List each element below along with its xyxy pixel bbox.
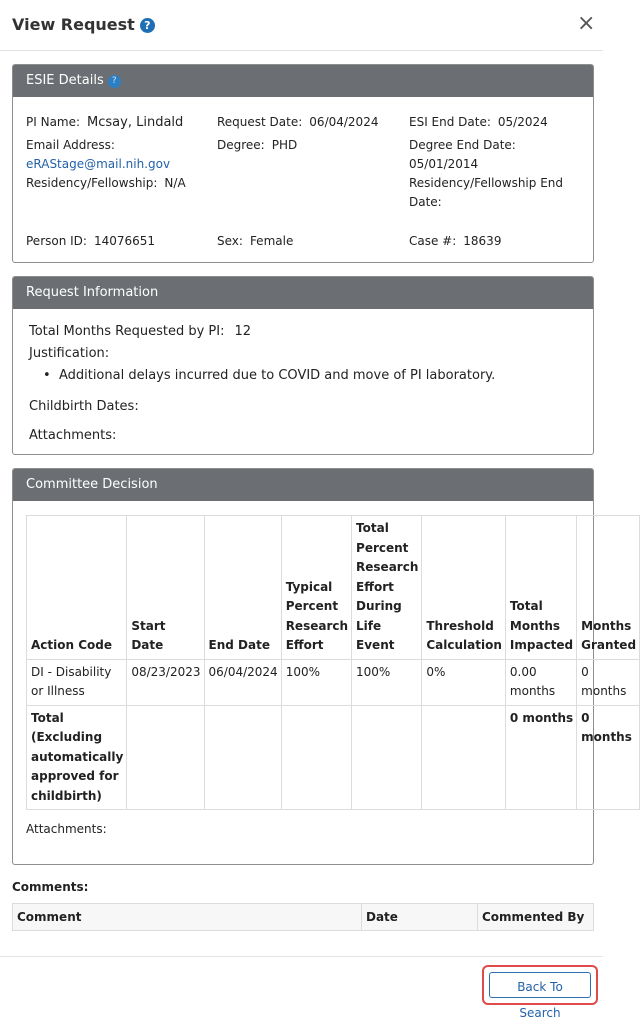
- justification-label: Justification:: [29, 346, 110, 361]
- total-label-l3: automatically: [31, 749, 124, 764]
- cell-action-code-l1: DI - Disability: [31, 664, 112, 679]
- residency-end-label-line1: Residency/Fellowship End: [409, 176, 563, 190]
- col-end-date-text: End Date: [208, 638, 270, 652]
- months-requested-value: 12: [234, 324, 252, 339]
- residency-value: N/A: [164, 176, 186, 190]
- request-information-panel: [12, 276, 594, 455]
- months-requested-field: [29, 324, 251, 339]
- cell-impacted-l1: 0.00: [509, 664, 537, 679]
- esi-end-date-label: ESI End Date:: [409, 115, 491, 129]
- col-typical-l3: Research: [285, 618, 349, 633]
- modal-title-text: View Request: [12, 15, 135, 34]
- col-impacted-l3: Impacted: [509, 638, 574, 652]
- help-icon[interactable]: ?: [108, 75, 121, 88]
- request-information-header: Request Information: [13, 277, 593, 309]
- person-id-field: [26, 234, 155, 248]
- back-to-search-button[interactable]: Back To Search: [489, 972, 591, 998]
- close-icon[interactable]: ×: [577, 11, 596, 36]
- col-typical-effort: [281, 516, 351, 660]
- email-link[interactable]: eRAStage@mail.nih.gov: [26, 157, 171, 171]
- col-threshold: [422, 516, 506, 660]
- case-value: 18639: [463, 234, 502, 248]
- sex-label: Sex:: [217, 234, 243, 248]
- col-total-l5: During: [356, 599, 402, 613]
- degree-value: PHD: [271, 138, 298, 152]
- comments-label: Comments:: [12, 880, 89, 894]
- col-total-l4: Effort: [356, 579, 394, 594]
- case-label: Case #:: [409, 234, 457, 248]
- modal-header: [0, 0, 603, 51]
- request-date-field: [217, 115, 378, 129]
- modal-title: [12, 15, 155, 34]
- col-total-l3: Research: [356, 560, 419, 574]
- cell-months-granted: [577, 659, 640, 705]
- cell-granted-l2: months: [581, 684, 627, 698]
- col-total-effort: [352, 516, 422, 660]
- request-date-label: Request Date:: [217, 115, 303, 129]
- table-total-row: [27, 705, 640, 810]
- esie-details-title: ESIE Details: [26, 73, 104, 88]
- cell-empty: [281, 705, 351, 810]
- col-end-date: [204, 516, 281, 660]
- total-label-l1: Total: [31, 710, 64, 725]
- email-label: Email Address:: [26, 138, 115, 152]
- cell-impacted-l2: months: [509, 684, 556, 698]
- col-comment: Comment: [13, 904, 362, 931]
- esi-end-date-value: 05/2024: [497, 115, 548, 129]
- col-commented-by: Commented By: [478, 904, 594, 931]
- cell-end-date: 06/04/2024: [204, 659, 281, 705]
- justification-list-item: [43, 368, 495, 383]
- committee-decision-panel: [12, 468, 637, 865]
- col-total-l6: Life: [356, 618, 382, 633]
- col-total-l2: Percent: [356, 540, 409, 555]
- total-label-l5: childbirth): [31, 788, 102, 803]
- esie-details-header: [13, 65, 593, 97]
- cell-action-code-l2: or Illness: [31, 684, 85, 698]
- col-typical-l4: Effort: [285, 638, 324, 652]
- total-granted-l2: months: [581, 730, 632, 744]
- degree-end-date-label: Degree End Date:: [409, 138, 516, 152]
- col-typical-l2: Percent: [285, 599, 339, 613]
- degree-label: Degree:: [217, 138, 265, 152]
- col-impacted-l2: Months: [509, 618, 561, 633]
- case-field: [409, 234, 501, 248]
- pi-name-value: Mcsay, Lindald: [87, 115, 184, 130]
- justification-text: Additional delays incurred due to COVID and move of PI laboratory.: [58, 368, 496, 383]
- bullet-icon: •: [43, 368, 51, 383]
- col-total-l1: Total: [356, 521, 389, 535]
- col-date: Date: [362, 904, 478, 931]
- col-granted-l1: Months: [581, 618, 632, 633]
- pi-name-field: [26, 115, 183, 130]
- col-months-granted: [577, 516, 640, 660]
- cell-action-code: [27, 659, 127, 705]
- cell-empty: [352, 705, 422, 810]
- cell-empty: [127, 705, 204, 810]
- col-total-l7: Event: [356, 638, 395, 652]
- request-attachments-label: Attachments:: [29, 428, 117, 443]
- degree-end-date-value: 05/01/2014: [409, 157, 479, 171]
- pi-name-label: PI Name:: [26, 115, 81, 129]
- degree-field: [217, 138, 297, 152]
- childbirth-dates-label: Childbirth Dates:: [29, 399, 139, 414]
- total-granted-l1: 0: [581, 710, 590, 725]
- back-button-highlight: [482, 965, 598, 1020]
- help-icon[interactable]: ?: [140, 18, 155, 33]
- cell-total-effort: 100%: [352, 659, 422, 705]
- esie-details-panel: [12, 64, 594, 263]
- sex-value: Female: [249, 234, 294, 248]
- col-threshold-l1: Threshold: [426, 618, 494, 633]
- cell-empty: [422, 705, 506, 810]
- sex-field: [217, 234, 293, 248]
- cell-total-granted: [577, 705, 640, 810]
- cell-threshold: 0%: [422, 659, 506, 705]
- table-row: [27, 659, 640, 705]
- residency-end-label-line2: Date:: [409, 195, 442, 209]
- request-date-value: 06/04/2024: [309, 115, 379, 129]
- col-threshold-l2: Calculation: [426, 638, 502, 652]
- comments-table: [12, 903, 594, 931]
- table-header-row: [27, 516, 640, 660]
- cell-granted-l1: 0: [581, 664, 589, 679]
- committee-decision-table: [26, 515, 640, 810]
- col-typical-l1: Typical: [285, 579, 333, 594]
- cell-empty: [204, 705, 281, 810]
- committee-decision-header: Committee Decision: [13, 469, 593, 501]
- residency-field: [26, 176, 186, 190]
- person-id-label: Person ID:: [26, 234, 87, 248]
- footer-divider: [0, 956, 603, 957]
- col-granted-l2: Granted: [581, 638, 637, 652]
- col-action-code: Action Code: [27, 516, 127, 660]
- comments-header-row: [13, 904, 594, 931]
- esi-end-date-field: [409, 115, 548, 129]
- total-label-l4: approved for: [31, 769, 119, 783]
- total-label-l2: (Excluding: [31, 730, 103, 744]
- months-requested-label: Total Months Requested by PI:: [29, 324, 225, 339]
- cell-months-impacted: [505, 659, 576, 705]
- person-id-value: 14076651: [93, 234, 156, 248]
- cell-total-impacted: 0 months: [505, 705, 576, 810]
- col-months-impacted: [505, 516, 576, 660]
- committee-attachments-label: Attachments:: [26, 822, 107, 836]
- residency-label: Residency/Fellowship:: [26, 176, 158, 190]
- cell-typical-effort: 100%: [281, 659, 351, 705]
- cell-total-label: [27, 705, 127, 810]
- col-start-date: Start Date: [127, 516, 204, 660]
- cell-start-date: 08/23/2023: [127, 659, 204, 705]
- col-impacted-l1: Total: [509, 599, 543, 613]
